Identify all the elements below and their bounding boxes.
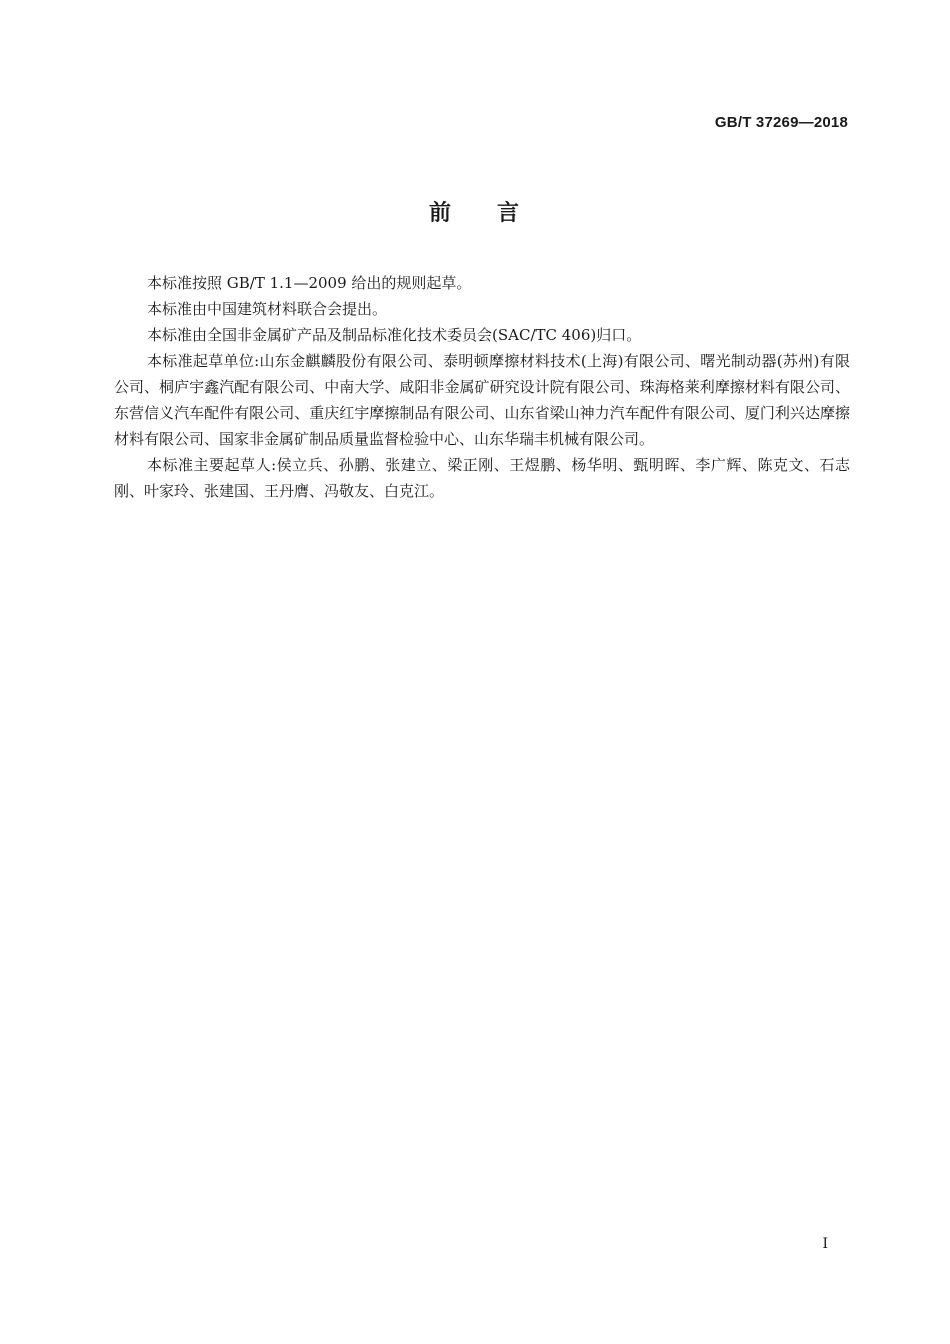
paragraph-drafting-units: 本标准起草单位:山东金麒麟股份有限公司、泰明顿摩擦材料技术(上海)有限公司、曙光制动器(苏州)有限公司、桐庐宇鑫汽配有限公司、中南大学、咸阳非金属矿研究设计院有限公司、珠海格莱利摩擦材料有限公司、东营信义汽车配件有限公司、重庆红宇摩擦制品有限公司、山东省梁山神力汽车配件有限公司、厦门利兴达摩擦材料有限公司、国家非金属矿制品质量监督检验中心、山东华瑞丰机械有限公司。 — [114, 352, 850, 448]
page-title — [0, 196, 950, 227]
paragraph-drafting-rules: 本标准按照 GB/T 1.1—2009 给出的规则起草。 — [147, 274, 472, 292]
paragraph-proposer: 本标准由中国建筑材料联合会提出。 — [147, 300, 388, 318]
title-char-2: 言 — [497, 201, 522, 226]
page-number: I — [822, 1236, 828, 1252]
standard-code: GB/T 37269—2018 — [714, 114, 848, 131]
paragraph-drafters: 本标准主要起草人:侯立兵、孙鹏、张建立、梁正刚、王煜鹏、杨华明、甄明晖、李广辉、陈克文、石志刚、叶家玲、张建国、王丹膺、冯敬友、白克江。 — [114, 456, 850, 500]
paragraph-technical-committee: 本标准由全国非金属矿产品及制品标准化技术委员会(SAC/TC 406)归口。 — [147, 326, 642, 344]
foreword-body — [114, 270, 850, 504]
title-char-1: 前 — [428, 201, 453, 226]
